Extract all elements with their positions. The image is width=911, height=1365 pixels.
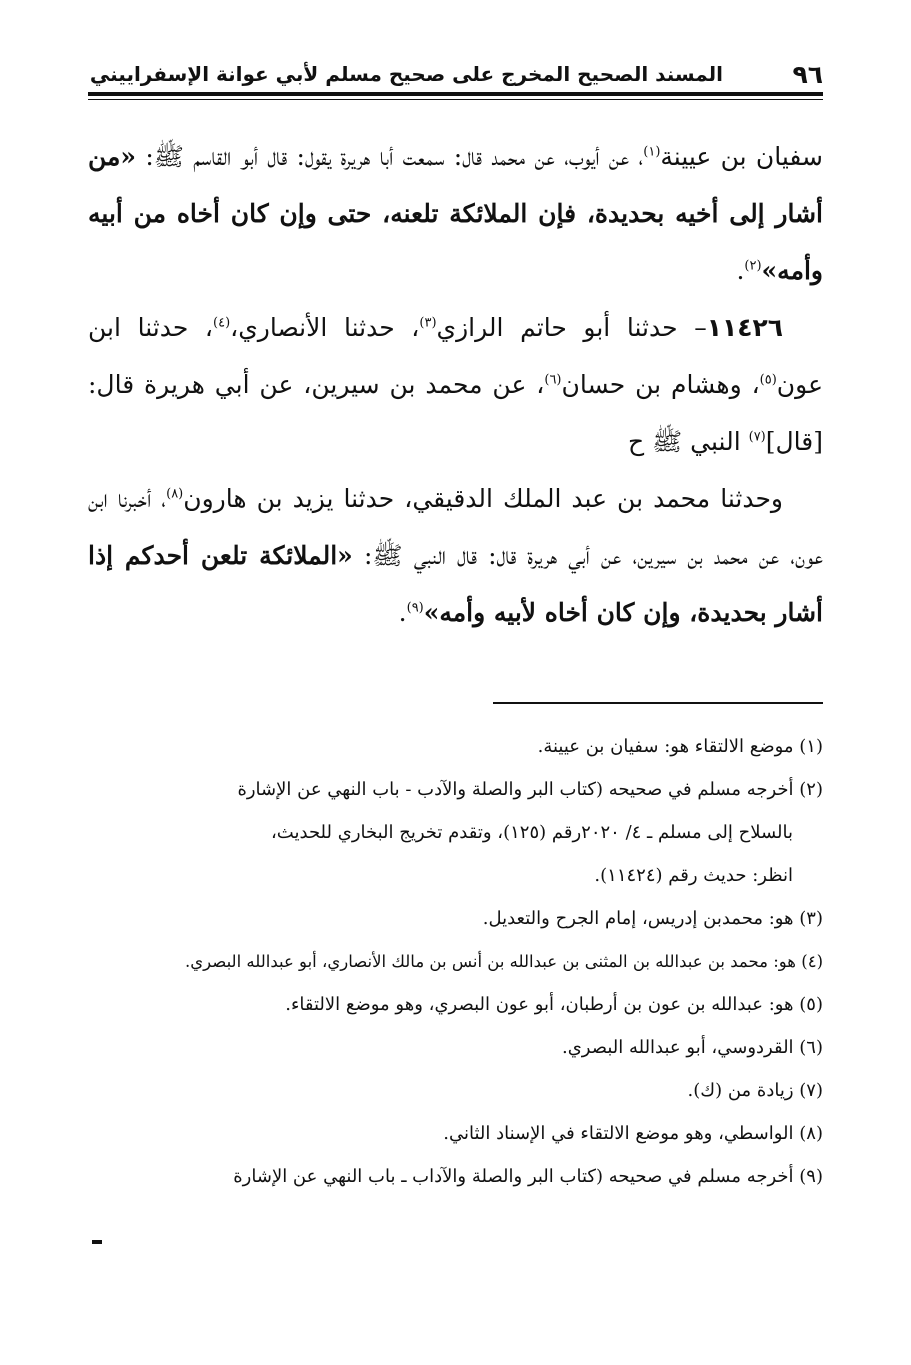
paragraph-3 — [88, 470, 823, 641]
footnote-8: (٨) الواسطي، وهو موضع الالتقاء في الإسناد الثاني. — [443, 1123, 823, 1144]
footnote-ref-8: (٨) — [166, 486, 184, 502]
page-number: ٩٦ — [792, 60, 823, 89]
text-segment: ، عن محمد بن سيرين، عن أبي هريرة قال: [قال] — [88, 370, 823, 456]
hadith-text: «من أشار إلى أخيه بحديدة، فإن الملائكة تلعنه، حتى وإن كان أخاه من أبيه وأمه» — [88, 142, 823, 285]
footnote-ref-1: (١) — [643, 144, 661, 160]
footnote-ref-2: (٢) — [744, 258, 762, 274]
footnote-ref-6: (٦) — [544, 372, 562, 388]
text-segment: سفيان بن عيينة — [660, 142, 823, 171]
hadith-number: ١١٤٢٦ — [706, 313, 784, 342]
footnote-9: (٩) أخرجه مسلم في صحيحه (كتاب البر والصلة والآداب ـ باب النهي عن الإشارة — [233, 1166, 823, 1187]
text-segment: – حدثنا أبو حاتم الرازي — [436, 313, 707, 342]
footnote-2-cont: انظر: حديث رقم (١١٤٢٤). — [594, 865, 793, 886]
footnote-7: (٧) زيادة من (ك). — [687, 1080, 823, 1101]
footnote-5: (٥) هو: عبدالله بن عون بن أرطبان، أبو عون البصري، وهو موضع الالتقاء. — [285, 994, 823, 1015]
footnote-separator — [493, 702, 823, 704]
text-segment: . — [736, 256, 745, 285]
footnote-2: (٢) أخرجه مسلم في صحيحه (كتاب البر والصلة والآدب - باب النهي عن الإشارة — [237, 779, 823, 800]
footnote-2-cont: بالسلاح إلى مسلم ـ ٤/ ٢٠٢٠رقم (١٢٥)، وتقدم تخريج البخاري للحديث، — [271, 822, 793, 843]
footnote-ref-7: (٧) — [748, 429, 766, 445]
footnote-ref-4: (٤) — [213, 315, 231, 331]
footnote-1: (١) موضع الالتقاء هو: سفيان بن عيينة. — [537, 736, 823, 757]
footnote-3: (٣) هو: محمدبن إدريس، إمام الجرح والتعديل. — [482, 908, 823, 929]
text-segment: ، وهشام بن حسان — [561, 370, 760, 399]
paragraph-2 — [88, 299, 823, 470]
page-header — [88, 60, 823, 90]
text-segment: ، عن أيوب، عن محمد قال: سمعت أبا هريرة يقول: قال أبو القاسم ﷺ: — [136, 142, 644, 171]
footnote-ref-9: (٩) — [406, 600, 424, 616]
header-rule-thin — [88, 99, 823, 100]
hadith-text: «الملائكة تلعن أحدكم إذا أشار بحديدة، وإن كان أخاه لأبيه وأمه» — [88, 541, 823, 627]
text-segment: ، أخبرنا ابن عون، عن محمد بن سيرين، عن أبي هريرة قال: قال النبي ﷺ: — [88, 484, 824, 570]
header-rule-thick — [88, 92, 823, 96]
text-segment: ، حدثنا الأنصاري، — [230, 313, 420, 342]
running-title: المسند الصحيح المخرج على صحيح مسلم لأبي عوانة الإسفراييني — [89, 62, 723, 86]
text-segment: وحدثنا محمد بن عبد الملك الدقيقي، حدثنا يزيد بن هارون — [183, 484, 784, 513]
text-segment: النبي ﷺ ح — [627, 427, 749, 456]
main-text — [88, 128, 823, 641]
text-segment: . — [398, 598, 407, 627]
footnote-6: (٦) القردوسي، أبو عبدالله البصري. — [561, 1037, 823, 1058]
continuation-marker — [92, 1240, 102, 1244]
text-segment: ، حدثنا ابن عون — [88, 313, 823, 399]
footnote-4: (٤) هو: محمد بن عبدالله بن المثنى بن عبدالله بن أنس بن مالك الأنصاري، أبو عبدالله البصري. — [185, 952, 823, 971]
footnotes — [88, 725, 823, 1198]
footnote-ref-3: (٣) — [419, 315, 437, 331]
footnote-ref-5: (٥) — [759, 372, 777, 388]
paragraph-1 — [88, 128, 823, 299]
